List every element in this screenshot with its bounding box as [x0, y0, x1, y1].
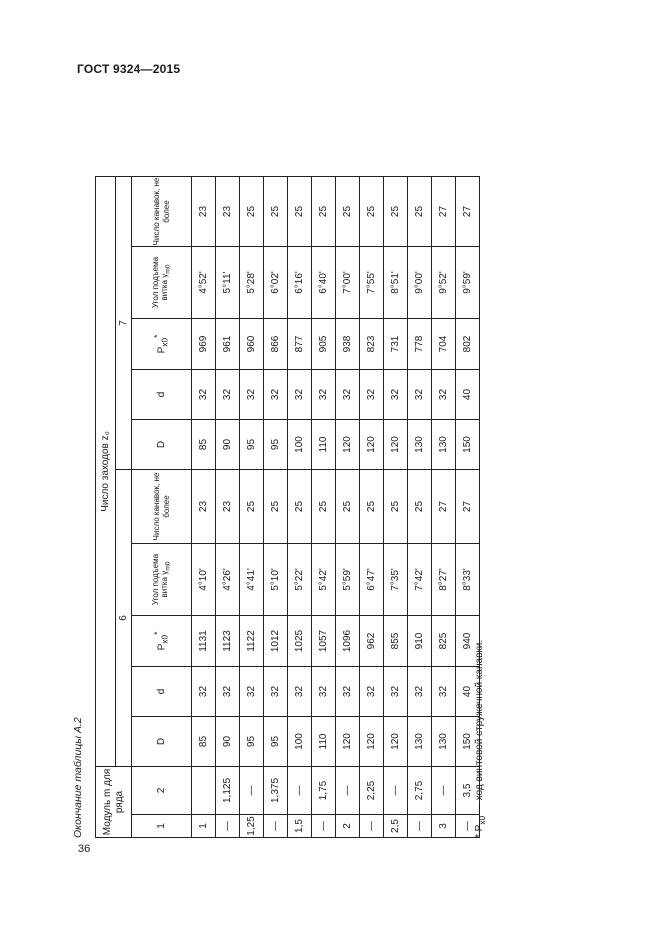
table-cell: 100: [288, 420, 312, 470]
table-cell: 1096: [336, 616, 360, 667]
group-a-header: 6: [116, 470, 132, 767]
table-cell: 32: [360, 667, 384, 717]
table-cell: 1,25: [240, 815, 264, 838]
data-table: [95, 176, 480, 838]
table-cell: 960: [240, 319, 264, 370]
table-cell: 4°41': [240, 544, 264, 616]
table-cell: 7°42': [408, 544, 432, 616]
table-cell: 7°55': [360, 247, 384, 319]
table-cell: 6°16': [288, 247, 312, 319]
table-cell: 95: [264, 420, 288, 470]
table-cell: 866: [264, 319, 288, 370]
table-cell: 130: [432, 420, 456, 470]
table-cell: 32: [264, 370, 288, 420]
table-cell: 3: [432, 815, 456, 838]
table-cell: 27: [432, 470, 456, 544]
table-cell: 32: [336, 667, 360, 717]
table-row: [192, 177, 216, 838]
table-cell: 32: [432, 667, 456, 717]
table-cell: 1122: [240, 616, 264, 667]
table-cell: 25: [312, 177, 336, 247]
table-cell: 2: [336, 815, 360, 838]
table-cell: 25: [240, 470, 264, 544]
table-cell: 32: [336, 370, 360, 420]
table-cell: 32: [264, 667, 288, 717]
table-cell: 130: [432, 717, 456, 767]
table-cell: 5°28': [240, 247, 264, 319]
table-cell: 85: [192, 717, 216, 767]
table-cell: 855: [384, 616, 408, 667]
table-cell: —: [432, 767, 456, 815]
table-cell: 25: [264, 470, 288, 544]
table-cell: [192, 767, 216, 815]
table-cell: 7°35': [384, 544, 408, 616]
table-footnote: * $P_{x0}$ — ход винтовой стружечной канавки.: [474, 639, 487, 838]
table-cell: 1123: [216, 616, 240, 667]
table-cell: 731: [384, 319, 408, 370]
table-cell: 32: [384, 370, 408, 420]
table-row: [336, 177, 360, 838]
table-cell: 40: [456, 667, 480, 717]
table-row: [240, 177, 264, 838]
table-cell: 5°42': [312, 544, 336, 616]
table-cell: —: [336, 767, 360, 815]
table-cell: 25: [360, 470, 384, 544]
table-cell: 120: [360, 717, 384, 767]
table-cell: 905: [312, 319, 336, 370]
table-cell: 120: [336, 420, 360, 470]
table-cell: 969: [192, 319, 216, 370]
table-cell: 4°10': [192, 544, 216, 616]
col-angle-a: Угол подъема витка $\gamma_{m0}$: [132, 544, 192, 616]
table-cell: 25: [336, 470, 360, 544]
rotated-table-block: [72, 88, 490, 838]
table-cell: 1: [192, 815, 216, 838]
table-cell: 110: [312, 420, 336, 470]
table-cell: 25: [240, 177, 264, 247]
table-cell: —: [240, 767, 264, 815]
table-row: [384, 177, 408, 838]
row-label-1: 1: [132, 815, 192, 838]
table-cell: 32: [312, 370, 336, 420]
table-cell: —: [456, 815, 480, 838]
table-cell: 6°40': [312, 247, 336, 319]
table-cell: 90: [216, 717, 240, 767]
table-cell: 1,5: [288, 815, 312, 838]
table-cell: 1131: [192, 616, 216, 667]
table-cell: 95: [240, 717, 264, 767]
table-cell: 5°22': [288, 544, 312, 616]
table-row: [264, 177, 288, 838]
table-cell: 40: [456, 370, 480, 420]
table-cell: 110: [312, 717, 336, 767]
table-cell: 32: [408, 370, 432, 420]
table-cell: 25: [384, 470, 408, 544]
table-cell: 25: [360, 177, 384, 247]
table-cell: 2,25: [360, 767, 384, 815]
table-cell: 23: [216, 177, 240, 247]
table-cell: 23: [192, 470, 216, 544]
table-cell: 120: [360, 420, 384, 470]
table-cell: 938: [336, 319, 360, 370]
table-cell: 25: [312, 470, 336, 544]
table-cell: 8°33': [456, 544, 480, 616]
table-cell: 7°00': [336, 247, 360, 319]
page-number: 36: [78, 843, 91, 855]
table-cell: 90: [216, 420, 240, 470]
table-cell: 6°47': [360, 544, 384, 616]
table-cell: 25: [264, 177, 288, 247]
table-cell: 802: [456, 319, 480, 370]
table-cell: 32: [240, 370, 264, 420]
col-D-b: D: [132, 420, 192, 470]
col-angle-b: Угол подъема витка $\gamma_{m0}$: [132, 247, 192, 319]
table-cell: 1,125: [216, 767, 240, 815]
table-cell: 32: [408, 667, 432, 717]
table-cell: 9°59': [456, 247, 480, 319]
table-row: [408, 177, 432, 838]
table-cell: 25: [288, 177, 312, 247]
table-cell: 825: [432, 616, 456, 667]
table-cell: 32: [216, 370, 240, 420]
table-cell: 910: [408, 616, 432, 667]
table-cell: 32: [360, 370, 384, 420]
table-cell: 95: [240, 420, 264, 470]
table-cell: 3,5: [456, 767, 480, 815]
table-cell: 940: [456, 616, 480, 667]
table-cell: 100: [288, 717, 312, 767]
table-cell: 130: [408, 420, 432, 470]
table-cell: 32: [216, 667, 240, 717]
table-cell: 8°51': [384, 247, 408, 319]
table-cell: 6°02': [264, 247, 288, 319]
table-cell: —: [408, 815, 432, 838]
table-cell: 1,375: [264, 767, 288, 815]
table-cell: 23: [192, 177, 216, 247]
table-cell: 2,5: [384, 815, 408, 838]
row-label-2: 2: [132, 767, 192, 815]
col-grooves-b: Число канавок, не более: [132, 177, 192, 247]
table-cell: 32: [312, 667, 336, 717]
table-cell: 25: [288, 470, 312, 544]
table-cell: 32: [432, 370, 456, 420]
table-row: [312, 177, 336, 838]
table-cell: 5°59': [336, 544, 360, 616]
table-cell: 27: [432, 177, 456, 247]
table-cell: 9°52': [432, 247, 456, 319]
table-cell: 150: [456, 420, 480, 470]
table-caption: Окончание таблицы А.2: [72, 717, 84, 838]
col-d-b: d: [132, 370, 192, 420]
table-cell: 9°00': [408, 247, 432, 319]
table-cell: —: [264, 815, 288, 838]
table-cell: 32: [384, 667, 408, 717]
col-p-a: $P_{x0}^*$: [132, 616, 192, 667]
table-cell: 1025: [288, 616, 312, 667]
table-cell: 95: [264, 717, 288, 767]
table-cell: 27: [456, 177, 480, 247]
table-row: [360, 177, 384, 838]
table-cell: 120: [384, 420, 408, 470]
table-cell: —: [360, 815, 384, 838]
table-cell: 32: [192, 370, 216, 420]
table-cell: 704: [432, 319, 456, 370]
col-D-a: D: [132, 717, 192, 767]
table-cell: —: [288, 767, 312, 815]
table-cell: 823: [360, 319, 384, 370]
col-d-a: d: [132, 667, 192, 717]
table-cell: 962: [360, 616, 384, 667]
group-b-header: 7: [116, 177, 132, 470]
module-header: Модуль m для ряда: [96, 767, 132, 838]
table-cell: 32: [288, 370, 312, 420]
table-cell: 4°26': [216, 544, 240, 616]
table-cell: 130: [408, 717, 432, 767]
table-cell: —: [216, 815, 240, 838]
table-cell: 120: [384, 717, 408, 767]
table-row: [288, 177, 312, 838]
table-row: [216, 177, 240, 838]
table-cell: 8°27': [432, 544, 456, 616]
table-cell: 150: [456, 717, 480, 767]
table-cell: 1012: [264, 616, 288, 667]
table-cell: 27: [456, 470, 480, 544]
document-standard-title: ГОСТ 9324—2015: [77, 62, 181, 76]
table-cell: 778: [408, 319, 432, 370]
table-cell: 1057: [312, 616, 336, 667]
table-cell: 32: [192, 667, 216, 717]
table-cell: 23: [216, 470, 240, 544]
table-cell: 1,75: [312, 767, 336, 815]
table-cell: 4°52': [192, 247, 216, 319]
table-cell: 2,75: [408, 767, 432, 815]
table-cell: 32: [288, 667, 312, 717]
table-cell: 25: [384, 177, 408, 247]
starts-header: Число заходов z₀: [96, 177, 116, 767]
table-cell: 25: [408, 177, 432, 247]
table-cell: 85: [192, 420, 216, 470]
col-grooves-a: Число канавок, не более: [132, 470, 192, 544]
table-row: [432, 177, 456, 838]
table-cell: 120: [336, 717, 360, 767]
col-p-b: $P_{x0}^*$: [132, 319, 192, 370]
table-cell: —: [384, 767, 408, 815]
table-cell: 877: [288, 319, 312, 370]
table-cell: —: [312, 815, 336, 838]
table-cell: 25: [336, 177, 360, 247]
table-cell: 961: [216, 319, 240, 370]
table-cell: 5°10': [264, 544, 288, 616]
table-cell: 25: [408, 470, 432, 544]
table-cell: 32: [240, 667, 264, 717]
table-cell: 5°11': [216, 247, 240, 319]
